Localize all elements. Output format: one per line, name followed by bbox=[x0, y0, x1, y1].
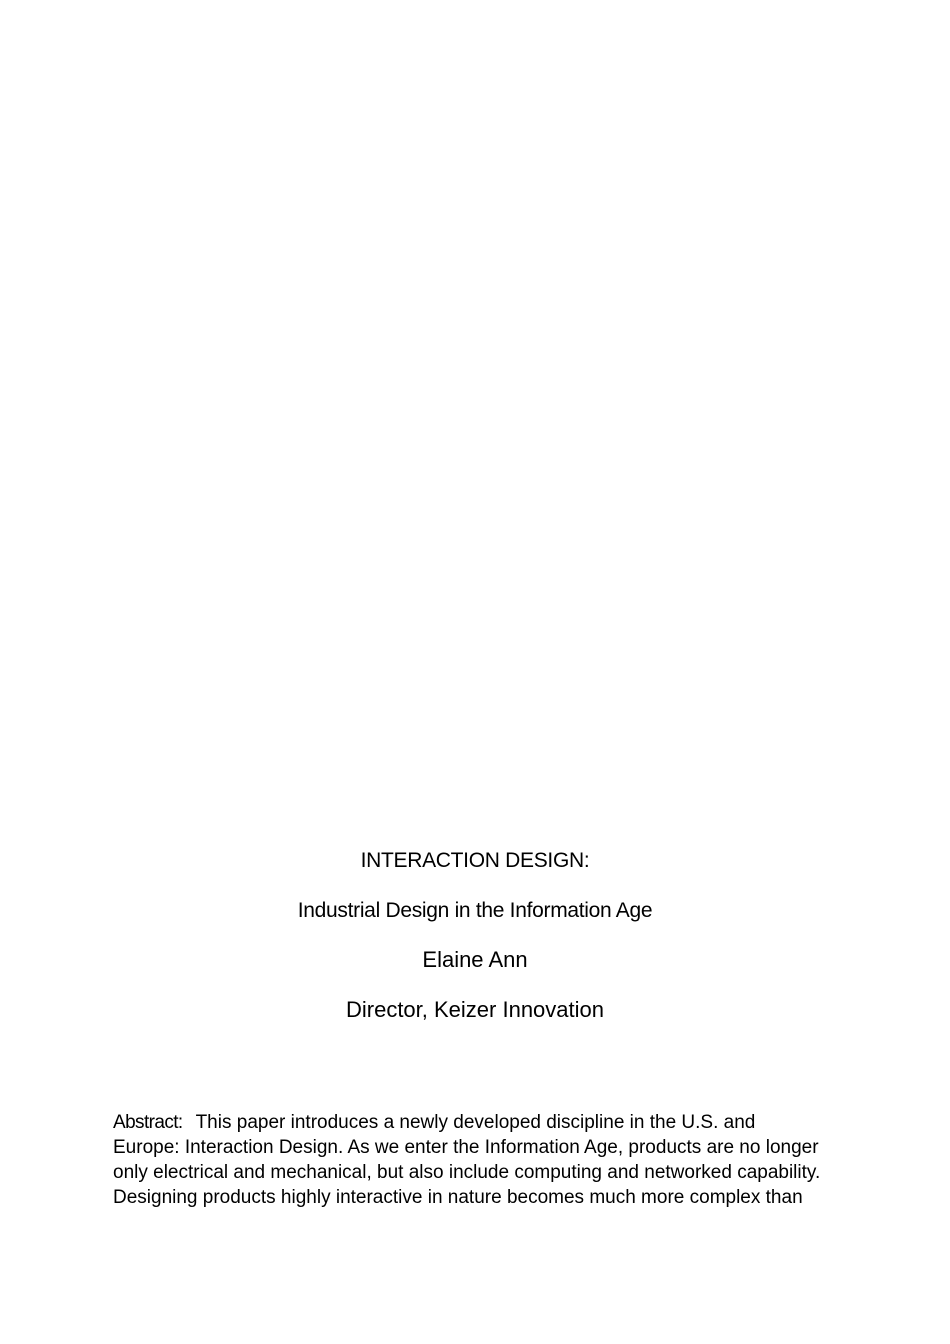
paper-title: INTERACTION DESIGN: bbox=[360, 849, 590, 872]
abstract-line: Europe: Interaction Design. As we enter the Information Age, products are no longer bbox=[113, 1137, 819, 1158]
abstract-line: only electrical and mechanical, but also include computing and networked capability. bbox=[113, 1162, 821, 1183]
paper-subtitle: Industrial Design in the Information Age bbox=[297, 899, 653, 922]
abstract-line bbox=[113, 1110, 853, 1135]
author-affiliation: Director, Keizer Innovation bbox=[345, 997, 605, 1022]
abstract-section bbox=[113, 1110, 853, 1210]
author-name: Elaine Ann bbox=[422, 947, 528, 972]
abstract-text: This paper introduces a newly developed discipline in the U.S. and bbox=[195, 1112, 756, 1133]
abstract-line: Designing products highly interactive in nature becomes much more complex than bbox=[113, 1187, 803, 1208]
abstract-label: Abstract: bbox=[113, 1112, 183, 1133]
